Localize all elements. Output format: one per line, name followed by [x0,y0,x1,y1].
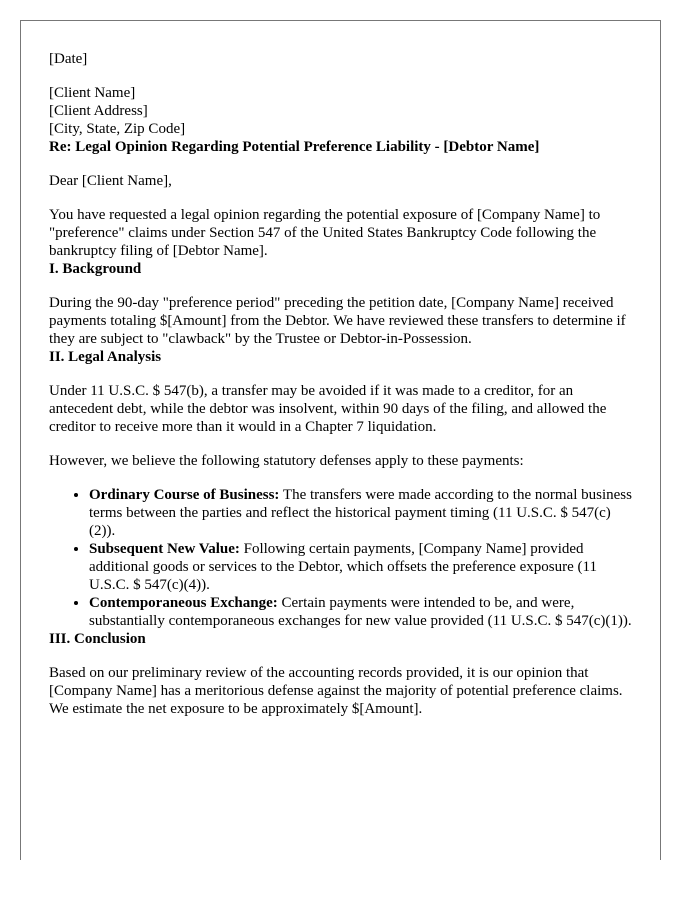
defense-text: Certain payments were intended to be, and were, substantially contemporaneous exchanges for new value provided (11 U.S.C. $ 547(c)(1)). [89,595,632,629]
letter-page [20,20,661,860]
defense-text: The transfers were made according to the normal business terms between the parties and reflect the historical payment timing (11 U.S.C. $ 547(c)(2)). [89,487,632,539]
recipient-block [49,84,632,138]
defense-term: Subsequent New Value: [89,541,240,557]
background-paragraph: During the 90-day "preference period" preceding the petition date, [Company Name] received payments totaling $[Amount] from the Debtor. We have reviewed these transfers to determine if they are subject to "clawback" by the Trustee or Debtor-in-Possession. [49,295,626,347]
intro-paragraph: You have requested a legal opinion regarding the potential exposure of [Company Name] to "preference" claims under Section 547 of the United States Bankruptcy Code following the bankruptcy filing of [Debtor Name]. [49,207,601,259]
recipient-city-state-zip: [City, State, Zip Code] [49,121,186,137]
defense-term: Contemporaneous Exchange: [89,595,278,611]
list-item [89,540,632,594]
conclusion-paragraph: Based on our preliminary review of the accounting records provided, it is our opinion that [Company Name] has a meritorious defense against the majority of potential preference claims. We estimate the net exposure to be approximately $[Amount]. [49,665,623,717]
defenses-list [49,486,632,630]
defense-term: Ordinary Course of Business: [89,487,280,503]
subject-line: Re: Legal Opinion Regarding Potential Preference Liability - [Debtor Name] [49,139,540,155]
defense-text: Following certain payments, [Company Name] provided additional goods or services to the Debtor, which offsets the preference exposure (11 U.S.C. $ 547(c)(4)). [89,541,597,593]
defenses-intro: However, we believe the following statutory defenses apply to these payments: [49,453,524,469]
salutation: Dear [Client Name], [49,173,172,189]
recipient-address: [Client Address] [49,103,148,119]
recipient-name: [Client Name] [49,85,136,101]
analysis-heading: II. Legal Analysis [49,349,162,365]
letter-date: [Date] [49,51,88,67]
analysis-paragraph: Under 11 U.S.C. $ 547(b), a transfer may be avoided if it was made to a creditor, for an antecedent debt, while the debtor was insolvent, within 90 days of the filing, and allowed the creditor to receive more than it would in a Chapter 7 liquidation. [49,383,607,435]
conclusion-heading: III. Conclusion [49,631,146,647]
list-item [89,486,632,540]
background-heading: I. Background [49,261,142,277]
list-item [89,594,632,630]
